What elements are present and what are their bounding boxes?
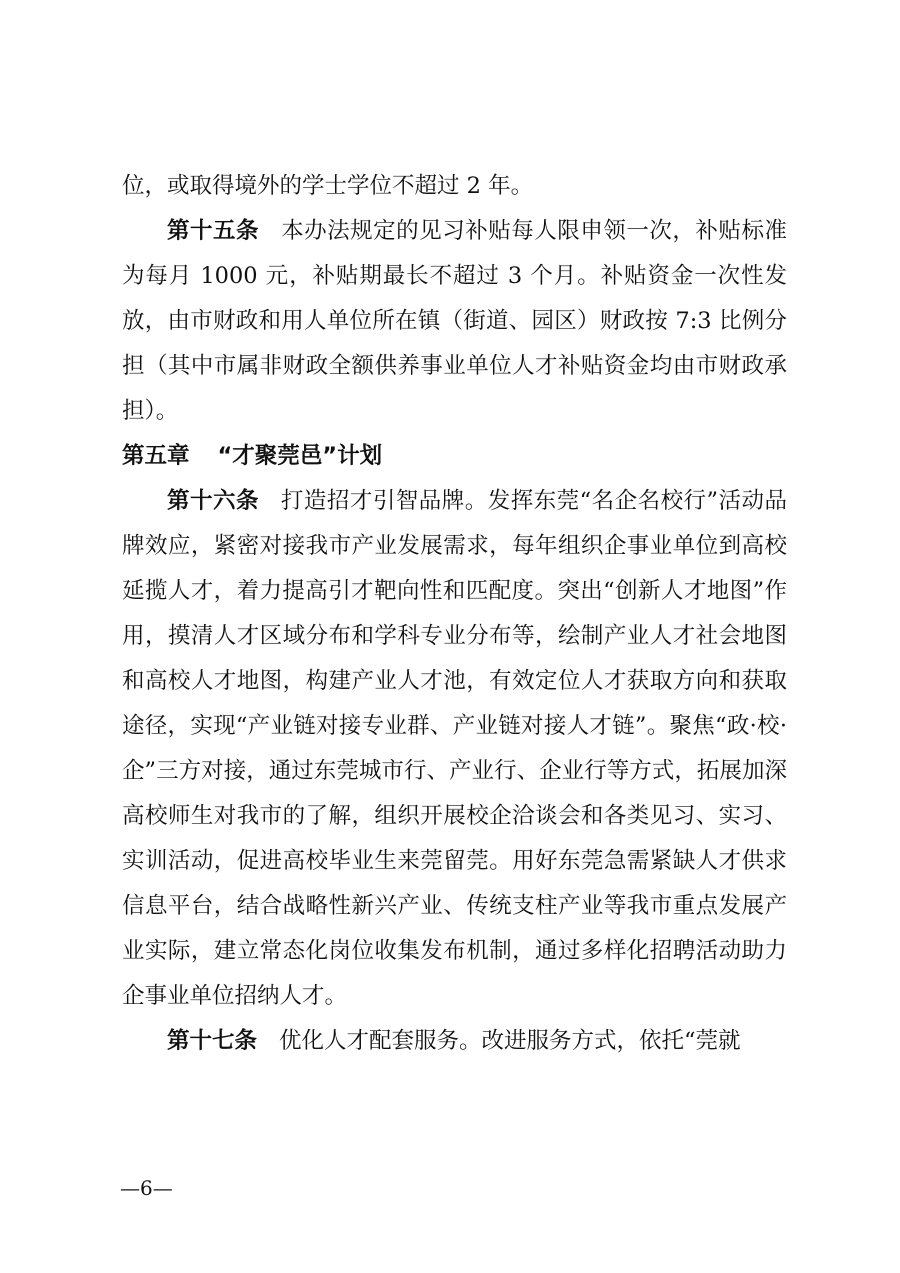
article-16-text: 打造招才引智品牌。发挥东莞“名企名校行”活动品牌效应，紧密对接我市产业发展需求，每年组织企事业单位到高校延揽人才，着力提高引才靶向性和匹配度。突出“创新人才地图”作用，摸清人才区域分布和学科专业分布等，绘制产业人才社会地图和高校人才地图，构建产业人才池，有效定位人才获取方向和获取途径，实现“产业链对接专业群、产业链对接人才链”。聚焦“政·校·企”三方对接，通过东莞城市行、产业行、企业行等方式，拓展加深高校师生对我市的了解，组织开展校企洽谈会和各类见习、实习、实训活动，促进高校毕业生来莞留莞。用好东莞急需紧缺人才供求信息平台，结合战略性新兴产业、传统支柱产业等我市重点发展产业实际，建立常态化岗位收集发布机制，通过多样化招聘活动助力企事业单位招纳人才。: [122, 488, 787, 1009]
article-16-label: 第十六条: [167, 488, 259, 514]
article-15: [122, 209, 787, 434]
chapter-number: 第五章: [122, 443, 190, 469]
document-body: [122, 164, 787, 1064]
article-16: [122, 479, 787, 1019]
article-17: [122, 1019, 787, 1064]
page-number: —6—: [120, 1176, 173, 1200]
paragraph-continuation: 位，或取得境外的学士学位不超过 2 年。: [122, 173, 534, 199]
article-15-text: 本办法规定的见习补贴每人限申领一次，补贴标准为每月 1000 元，补贴期最长不超过 3 个月。补贴资金一次性发放，由市财政和用人单位所在镇（街道、园区）财政按 7:3 比例分担（其中市属非财政全额供养事业单位人才补贴资金均由市财政承担）。: [122, 218, 787, 424]
article-15-label: 第十五条: [167, 218, 260, 244]
article-17-label: 第十七条: [167, 1028, 258, 1054]
chapter-heading: [122, 434, 787, 479]
chapter-title: “才聚莞邑”计划: [217, 443, 383, 469]
article-17-text: 优化人才配套服务。改进服务方式，依托“莞就: [279, 1028, 741, 1054]
